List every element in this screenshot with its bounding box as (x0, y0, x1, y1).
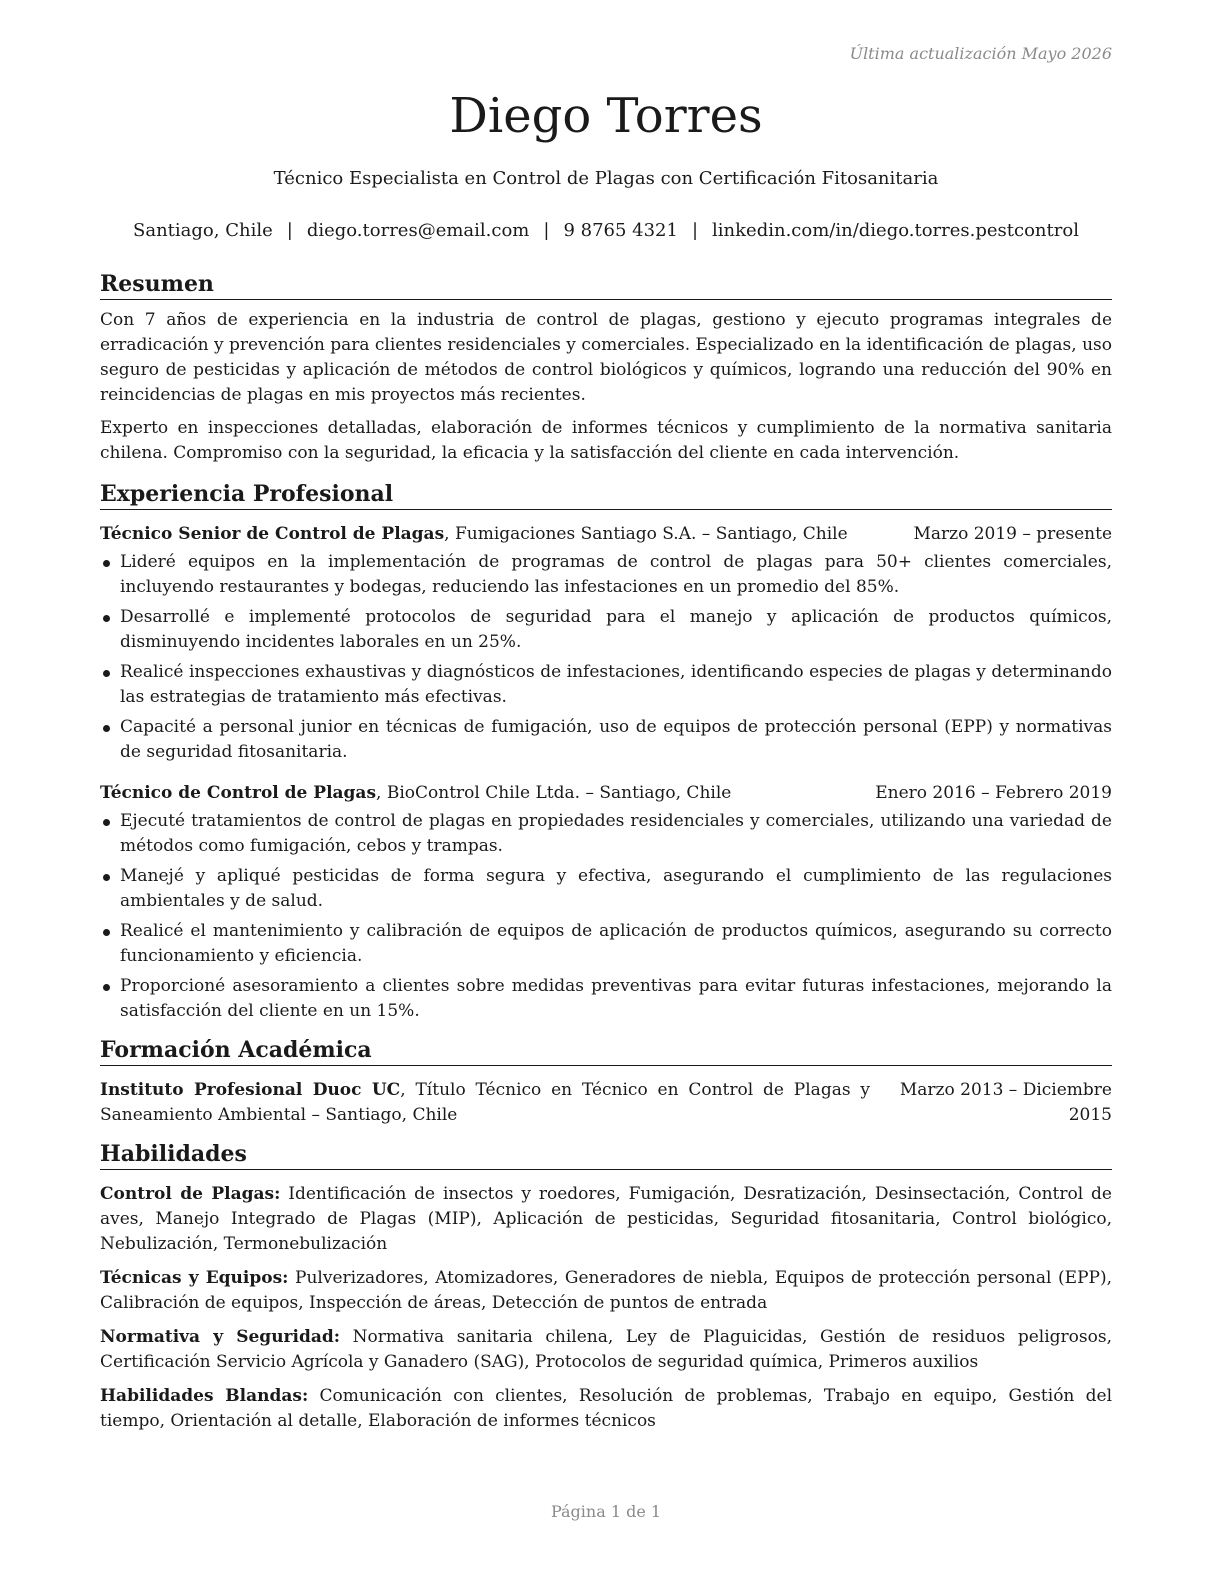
job-bullets (100, 809, 1112, 1024)
skill-group (100, 1182, 1112, 1257)
skill-label: Normativa y Seguridad: (100, 1327, 341, 1347)
skill-group (100, 1384, 1112, 1434)
job-header (100, 522, 1112, 547)
skill-list: Normativa sanitaria chilena, Ley de Plaguicidas, Gestión de residuos peligrosos, Certificación Servicio Agrícola y Ganadero (SAG), Protocolos de seguridad química, Primeros auxilios (100, 1327, 1113, 1372)
contact-email[interactable]: diego.torres@email.com (306, 220, 530, 241)
contact-separator: | (286, 220, 293, 241)
contact-location: Santiago, Chile (133, 220, 273, 241)
summary-paragraph: Con 7 años de experiencia en la industria de control de plagas, gestiono y ejecuto programas integrales de erradicación y prevención para clientes residenciales y comerciales. Especializado en la identificación de plagas, uso seguro de pesticidas y aplicación de métodos de control biológicos y químicos, logrando una reducción del 90% en reincidencias de plagas en mis proyectos más recientes. (100, 310, 1112, 405)
job-bullet: Ejecuté tratamientos de control de plagas en propiedades residenciales y comerciales, utilizando una variedad de métodos como fumigación, cebos y trampas. (100, 809, 1112, 859)
page-number: Página 1 de 1 (550, 1502, 662, 1521)
job-bullets (100, 550, 1112, 765)
education-institution: Instituto Profesional Duoc UC (100, 1080, 401, 1100)
contact-separator: | (691, 220, 699, 241)
skill-list: Identificación de insectos y roedores, Fumigación, Desratización, Desinsectación, Control de aves, Manejo Integrado de Plagas (MIP), Aplicación de pesticidas, Seguridad fitosanitaria, Control biológico, Nebulización, Termonebulización (100, 1184, 1112, 1254)
skill-list: Pulverizadores, Atomizadores, Generadores de niebla, Equipos de protección personal (EPP), Calibración de equipos, Inspección de áreas, Detección de puntos de entrada (100, 1268, 1112, 1313)
skill-label: Habilidades Blandas: (100, 1386, 309, 1406)
section-title-skills: Habilidades (100, 1140, 1112, 1170)
job-bullet: Manejé y apliqué pesticidas de forma segura y efectiva, asegurando el cumplimiento de las regulaciones ambientales y de salud. (100, 864, 1112, 914)
job-bullet: Realicé el mantenimiento y calibración de equipos de aplicación de productos químicos, asegurando su correcto funcionamiento y eficiencia. (100, 919, 1112, 969)
job-bullet: Lideré equipos en la implementación de programas de control de plagas para 50+ clientes comerciales, incluyendo restaurantes y bodegas, reduciendo las infestaciones en un promedio del 85%. (100, 550, 1112, 600)
job-bullet: Realicé inspecciones exhaustivas y diagnósticos de infestaciones, identificando especies de plagas y determinando las estrategias de tratamiento más efectivas. (100, 660, 1112, 710)
education-program: , Título Técnico en Técnico en Control de Plagas y Saneamiento Ambiental – Santiago, Chile (100, 1080, 870, 1125)
job-title-company (100, 522, 848, 547)
section-title-summary: Resumen (100, 270, 1112, 300)
skill-group (100, 1325, 1112, 1375)
job-company: , BioControl Chile Ltda. – Santiago, Chile (376, 783, 732, 803)
skill-label: Control de Plagas: (100, 1184, 281, 1204)
job-title-company (100, 781, 731, 806)
contact-phone: 9 8765 4321 (563, 220, 678, 241)
job-bullet: Desarrollé e implementé protocolos de seguridad para el manejo y aplicación de productos químicos, disminuyendo incidentes laborales en un 25%. (100, 605, 1112, 655)
resume-page (100, 0, 1112, 1584)
candidate-headline: Técnico Especialista en Control de Plagas con Certificación Fitosanitaria (273, 168, 939, 189)
section-title-experience: Experiencia Profesional (100, 480, 1112, 510)
job-role: Técnico de Control de Plagas (100, 783, 377, 803)
summary-paragraph: Experto en inspecciones detalladas, elaboración de informes técnicos y cumplimiento de la normativa sanitaria chilena. Compromiso con la seguridad, la eficacia y la satisfacción del cliente en cada intervención. (100, 418, 1112, 463)
job-company: , Fumigaciones Santiago S.A. – Santiago, Chile (444, 524, 848, 544)
candidate-name: Diego Torres (449, 88, 763, 144)
job-dates: Marzo 2019 – presente (913, 524, 1112, 544)
job-header (100, 781, 1112, 806)
skill-list: Comunicación con clientes, Resolución de problemas, Trabajo en equipo, Gestión del tiempo, Orientación al detalle, Elaboración de informes técnicos (100, 1386, 1112, 1431)
skill-label: Técnicas y Equipos: (100, 1268, 289, 1288)
job-dates: Enero 2016 – Febrero 2019 (875, 783, 1112, 803)
skill-group (100, 1266, 1112, 1316)
contact-line (100, 220, 1112, 241)
job-bullet: Capacité a personal junior en técnicas de fumigación, uso de equipos de protección personal (EPP) y normativas de seguridad fitosanitaria. (100, 715, 1112, 765)
job-role: Técnico Senior de Control de Plagas (100, 524, 445, 544)
education-entry (100, 1078, 1112, 1128)
resume-body (100, 270, 1112, 1434)
job-bullet: Proporcioné asesoramiento a clientes sobre medidas preventivas para evitar futuras infestaciones, mejorando la satisfacción del cliente en un 15%. (100, 974, 1112, 1024)
education-detail (100, 1078, 870, 1128)
section-title-education: Formación Académica (100, 1036, 1112, 1066)
contact-separator: | (543, 220, 550, 241)
last-updated: Última actualización Mayo 2026 (849, 44, 1112, 63)
contact-linkedin[interactable]: linkedin.com/in/diego.torres.pestcontrol (712, 220, 1079, 241)
education-dates: Marzo 2013 – Diciembre 2015 (899, 1080, 1112, 1125)
